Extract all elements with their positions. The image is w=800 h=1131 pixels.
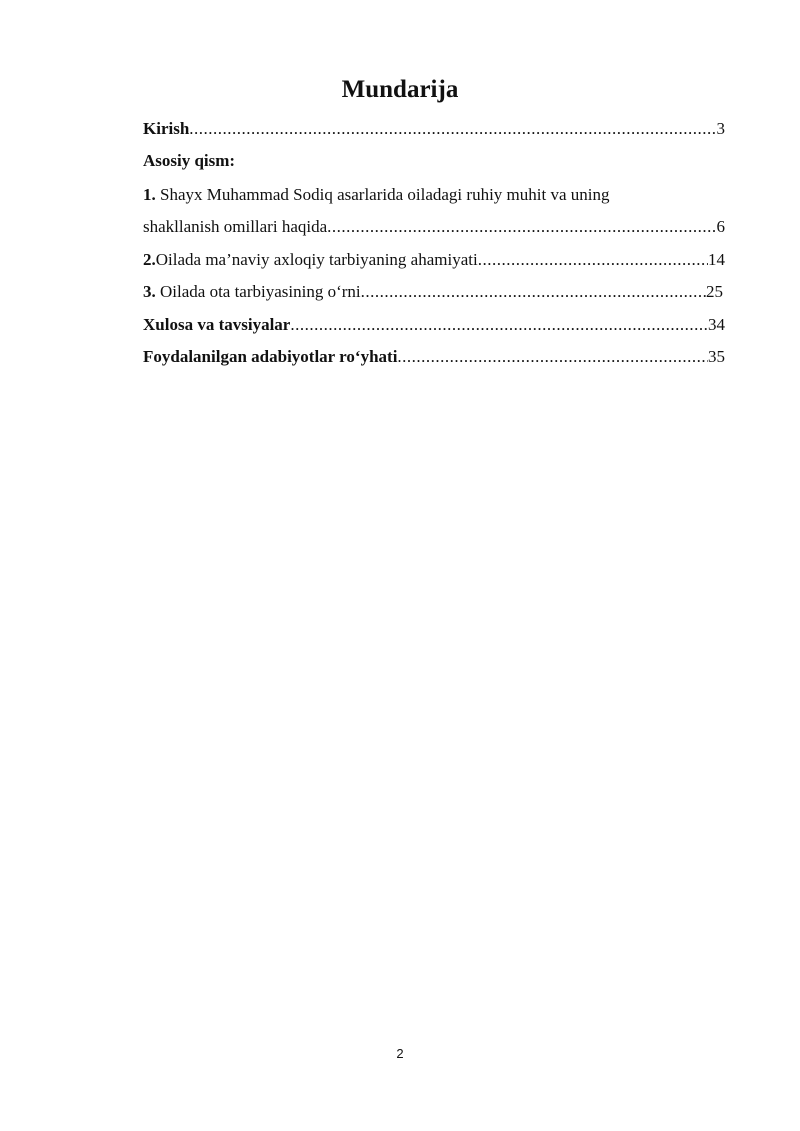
toc-entry-label: Oilada ma’naviy axloqiy tarbiyaning ahamiyati xyxy=(155,250,478,269)
toc-entry-2[interactable] xyxy=(143,247,725,273)
toc-entry-adabiyotlar[interactable] xyxy=(143,344,725,370)
toc-entry-label: Shayx Muhammad Sodiq asarlarida oiladagi ruhiy muhit va uning xyxy=(160,185,610,204)
toc-entry-number: 1. xyxy=(143,185,156,204)
toc-entry-page: 35 xyxy=(708,347,725,366)
toc-section-heading: Asosiy qism: xyxy=(143,151,236,170)
toc-entry-label: Foydalanilgan adabiyotlar ro‘yhati xyxy=(143,347,398,366)
toc-entry-asosiy-qism xyxy=(143,148,725,174)
toc-leader-dots xyxy=(397,344,708,370)
toc-leader-dots xyxy=(361,279,706,305)
toc-entry-page: 25 xyxy=(706,282,723,301)
toc-entry-1-line1[interactable] xyxy=(143,182,725,208)
toc-entry-label: Kirish xyxy=(143,119,190,138)
toc-entry-page: 6 xyxy=(716,217,725,236)
toc-entry-1-line2[interactable] xyxy=(143,214,725,240)
toc-entry-page: 14 xyxy=(708,250,725,269)
toc-entry-number: 3. xyxy=(143,282,156,301)
toc-entry-kirish[interactable] xyxy=(143,116,725,142)
toc-entry-page: 3 xyxy=(716,119,725,138)
toc-leader-dots xyxy=(478,247,708,273)
toc-entry-label: Oilada ota tarbiyasining o‘rni xyxy=(155,282,361,301)
toc-entry-page: 34 xyxy=(708,315,725,334)
toc-leader-dots xyxy=(189,116,716,142)
toc-entry-xulosa[interactable] xyxy=(143,312,725,338)
toc-entry-label-continued: shakllanish omillari haqida xyxy=(143,217,328,236)
page-number: 2 xyxy=(396,1046,404,1061)
toc-entry-3[interactable] xyxy=(143,279,723,305)
toc-entry-label: Xulosa va tavsiyalar xyxy=(143,315,291,334)
toc-entry-number: 2. xyxy=(143,250,156,269)
toc-leader-dots xyxy=(327,214,716,240)
toc-title: Mundarija xyxy=(341,76,459,103)
toc-leader-dots xyxy=(290,312,708,338)
